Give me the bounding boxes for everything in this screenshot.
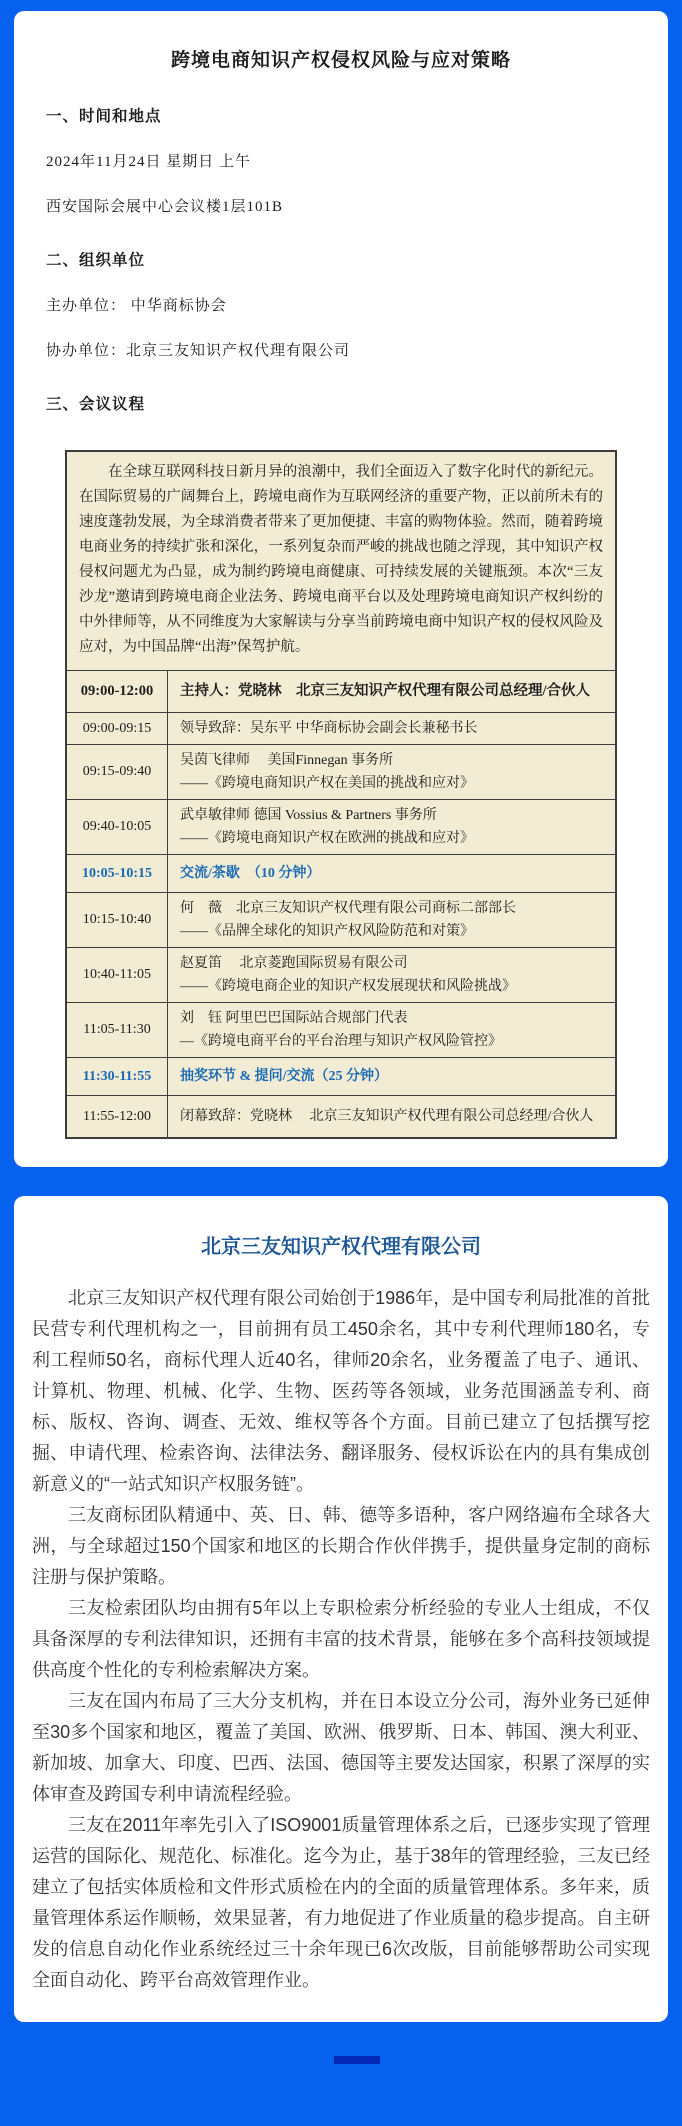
- agenda-time: 09:40-10:05: [66, 800, 168, 855]
- footer-zone: [0, 2056, 682, 2126]
- agenda-item-line: 交流/茶歇 （10 分钟）: [180, 866, 321, 881]
- agenda-item-line: 武卓敏律师 德国 Vossius & Partners 事务所: [180, 808, 437, 823]
- agenda-item: [168, 713, 617, 745]
- table-row: [66, 893, 616, 948]
- table-row: [66, 1096, 616, 1139]
- company-paragraph: 三友在2011年率先引入了ISO9001质量管理体系之后，已逐步实现了管理运营的国际化、规范化、标准化。迄今为止，基于38年的管理经验，三友已经建立了包括实体质检和文件形式质检在内的全面的质量管理体系。多年来，质量管理体系运作顺畅，效果显著，有力地促进了作业质量的稳步提高。自主研发的信息自动化作业系统经过三十余年现已6次改版，目前能够帮助公司实现全面自动化、跨平台高效管理作业。: [32, 1815, 650, 1990]
- agenda-time: 11:55-12:00: [66, 1096, 168, 1139]
- agenda-item: [168, 893, 617, 948]
- agenda-time: 11:05-11:30: [66, 1003, 168, 1058]
- table-row-break: [66, 1058, 616, 1096]
- agenda-item: [168, 1058, 617, 1096]
- agenda-time: 11:30-11:55: [66, 1058, 168, 1096]
- agenda-item-line: 何 薇 北京三友知识产权代理有限公司商标二部部长: [180, 901, 516, 916]
- company-paragraph: 北京三友知识产权代理有限公司始创于1986年，是中国专利局批准的首批民营专利代理机构之一，目前拥有员工450余名，其中专利代理师180名，专利工程师50名，商标代理人近40名，律师20余名，业务覆盖了电子、通讯、计算机、物理、机械、化学、生物、医药等各领域，业务范围涵盖专利、商标、版权、咨询、调查、无效、维权等各个方面。目前已建立了包括撰写挖掘、申请代理、检索咨询、法律法务、翻译服务、侵权诉讼在内的具有集成创新意义的“一站式知识产权服务链”。: [32, 1288, 650, 1494]
- agenda-item: [168, 800, 617, 855]
- agenda-item-line: 抽奖环节 & 提问/交流（25 分钟）: [180, 1069, 389, 1084]
- page-background: [0, 11, 682, 1990]
- agenda-item: [168, 855, 617, 893]
- agenda-item: [168, 948, 617, 1003]
- agenda-table: [65, 450, 617, 1139]
- section-heading-agenda: 三、会议议程: [46, 396, 146, 413]
- bottom-divider-dash: [334, 2056, 380, 2064]
- agenda-item: [168, 745, 617, 800]
- table-row: [66, 948, 616, 1003]
- table-row: [66, 713, 616, 745]
- agenda-item-line: 闭幕致辞：党晓林 北京三友知识产权代理有限公司总经理/合伙人: [180, 1109, 594, 1124]
- company-paragraph: 三友检索团队均由拥有5年以上专职检索分析经验的专业人士组成，不仅具备深厚的专利法律知识，还拥有丰富的技术背景，能够在多个高科技领域提供高度个性化的专利检索解决方案。: [32, 1598, 650, 1680]
- table-row: [66, 1003, 616, 1058]
- table-row: [66, 671, 616, 713]
- co-host-organizer: 协办单位：北京三友知识产权代理有限公司: [46, 343, 351, 359]
- company-title: 北京三友知识产权代理有限公司: [201, 1236, 481, 1258]
- company-card: [14, 1196, 668, 2022]
- agenda-time: 09:00-09:15: [66, 713, 168, 745]
- agenda-card: [14, 11, 668, 1167]
- agenda-item-line: 主持人：党晓林 北京三友知识产权代理有限公司总经理/合伙人: [180, 683, 591, 699]
- table-row-break: [66, 855, 616, 893]
- section-heading-organizers: 二、组织单位: [46, 252, 146, 269]
- agenda-intro-text: 在全球互联网科技日新月异的浪潮中，我们全面迈入了数字化时代的新纪元。 在国际贸易的广阔舞台上，跨境电商作为互联网经济的重要产物，正以前所未有的速度蓬勃发展，为全球消费者带来了更加便捷、丰富的购物体验。然而，随着跨境电商业务的持续扩张和深化，一系列复杂而严峻的挑战也随之浮现，其中知识产权侵权问题尤为凸显，成为制约跨境电商健康、可持续发展的关键瓶颈。本次“三友沙龙”邀请到跨境电商企业法务、跨境电商平台以及处理跨境电商知识产权纠纷的中外律师等，从不同维度为大家解读与分享当前跨境电商中知识产权的侵权风险及应对，为中国品牌“出海”保驾护航。: [66, 451, 616, 671]
- host-organizer: 主办单位： 中华商标协会: [46, 298, 227, 314]
- company-paragraph: 三友商标团队精通中、英、日、韩、德等多语种，客户网络遍布全球各大洲，与全球超过150个国家和地区的长期合作伙伴携手，提供量身定制的商标注册与保护策略。: [32, 1505, 650, 1587]
- agenda-item: [168, 1096, 617, 1139]
- agenda-time: 09:00-12:00: [66, 671, 168, 713]
- agenda-item-line: ——《跨境电商企业的知识产权发展现状和风险挑战》: [180, 979, 516, 994]
- agenda-time: 10:15-10:40: [66, 893, 168, 948]
- agenda-item-line: 吴茵飞律师 美国Finnegan 事务所: [180, 753, 394, 768]
- agenda-item-line: —《跨境电商平台的平台治理与知识产权风险管控》: [180, 1034, 502, 1049]
- event-title: 跨境电商知识产权侵权风险与应对策略: [170, 50, 511, 71]
- event-date: 2024年11月24日 星期日 上午: [46, 154, 251, 170]
- agenda-item-line: 领导致辞：吴东平 中华商标协会副会长兼秘书长: [180, 721, 478, 736]
- event-venue: 西安国际会展中心会议楼1层101B: [46, 199, 284, 215]
- table-row: [66, 800, 616, 855]
- agenda-item: [168, 671, 617, 713]
- agenda-item: [168, 1003, 617, 1058]
- agenda-time: 10:05-10:15: [66, 855, 168, 893]
- section-heading-time-location: 一、时间和地点: [46, 108, 162, 125]
- table-row: [66, 745, 616, 800]
- agenda-item-line: 刘 钰 阿里巴巴国际站合规部门代表: [180, 1011, 408, 1026]
- company-paragraph: 三友在国内布局了三大分支机构，并在日本设立分公司，海外业务已延伸至30多个国家和地区，覆盖了美国、欧洲、俄罗斯、日本、韩国、澳大利亚、新加坡、加拿大、印度、巴西、法国、德国等主要发达国家，积累了深厚的实体审查及跨国专利申请流程经验。: [32, 1691, 650, 1804]
- agenda-time: 10:40-11:05: [66, 948, 168, 1003]
- agenda-time: 09:15-09:40: [66, 745, 168, 800]
- agenda-item-line: ——《跨境电商知识产权在美国的挑战和应对》: [180, 776, 474, 791]
- agenda-item-line: 赵夏笛 北京菱跑国际贸易有限公司: [180, 956, 408, 971]
- agenda-item-line: ——《跨境电商知识产权在欧洲的挑战和应对》: [180, 831, 474, 846]
- agenda-item-line: ——《品牌全球化的知识产权风险防范和对策》: [180, 924, 474, 939]
- agenda-intro-row: [66, 451, 616, 671]
